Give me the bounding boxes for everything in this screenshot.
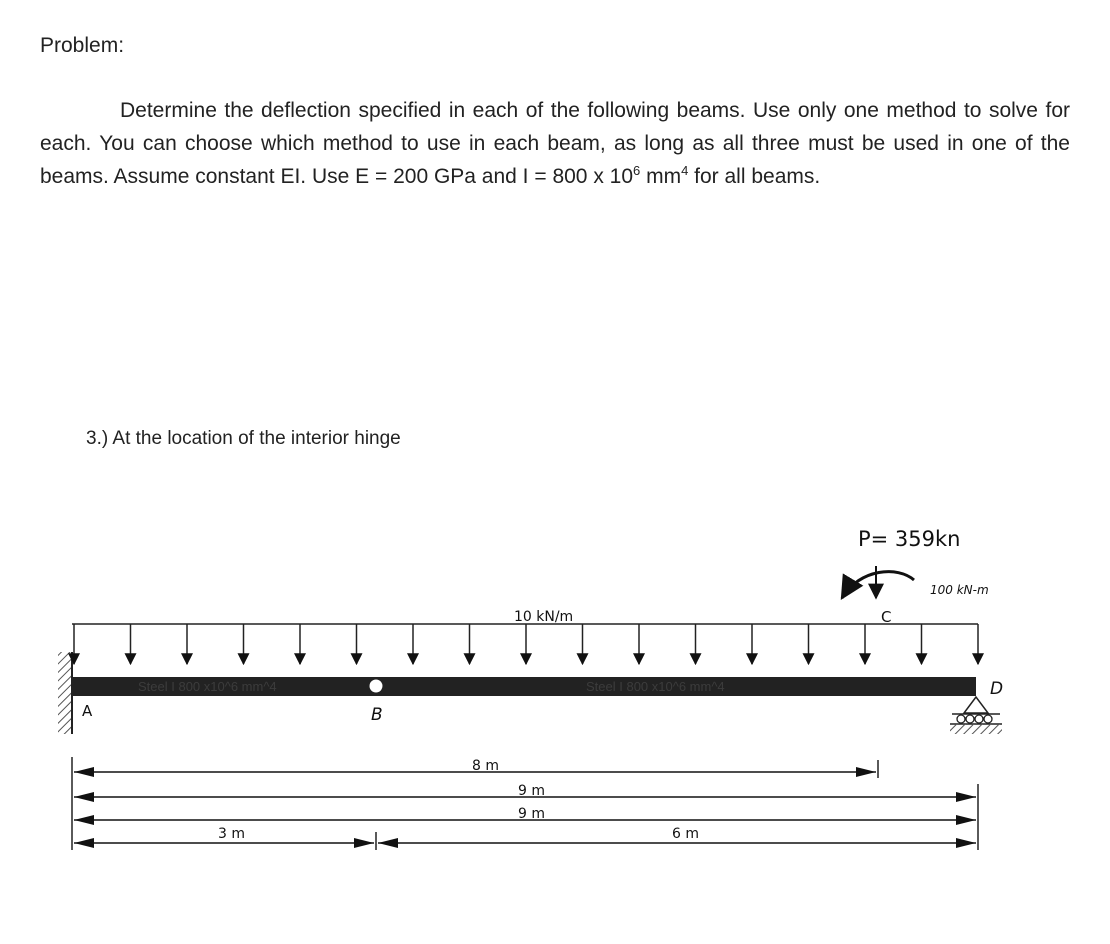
material-label-left: Steel I 800 x10^6 mm^4 [138,679,277,694]
statement-text: Determine the deflection specified in each of the following beams. Use only one method to solve for each. You can choose which method to use in each beam, as long as all three must be used in one of the beams. Assume constant EI. Use E = 200 GPa and I = 800 x 10 [40,99,1070,188]
dim-label-9m-a: 9 m [518,783,545,799]
point-label-c: C [881,608,892,626]
exponent-4: 4 [681,163,689,178]
statement-end: for all beams. [688,165,821,188]
roller-support-d [950,697,1002,734]
exponent-6: 6 [633,163,641,178]
problem-heading: Problem: [40,34,125,57]
point-label-b: B [371,705,383,725]
point-label-d: D [990,679,1004,699]
unit-mm: mm [640,165,682,188]
distributed-load-label: 10 kN/m [514,609,574,625]
dim-label-3m: 3 m [218,826,245,842]
moment-label: 100 kN-m [930,583,989,597]
fixed-support-a [58,652,72,734]
dimension-lines [72,757,978,850]
load-arrows [74,624,978,664]
dim-label-9m-b: 9 m [518,806,545,822]
dim-label-6m: 6 m [672,826,699,842]
dim-label-8m: 8 m [472,758,499,774]
moment-arrow [842,572,914,598]
material-label-right: Steel I 800 x10^6 mm^4 [586,679,725,694]
distributed-load [72,624,978,664]
point-label-a: A [82,702,93,720]
hinge-b [370,680,383,693]
point-load-label: P= 359kn [858,527,961,551]
subproblem-title: 3.) At the location of the interior hinge [86,428,401,449]
